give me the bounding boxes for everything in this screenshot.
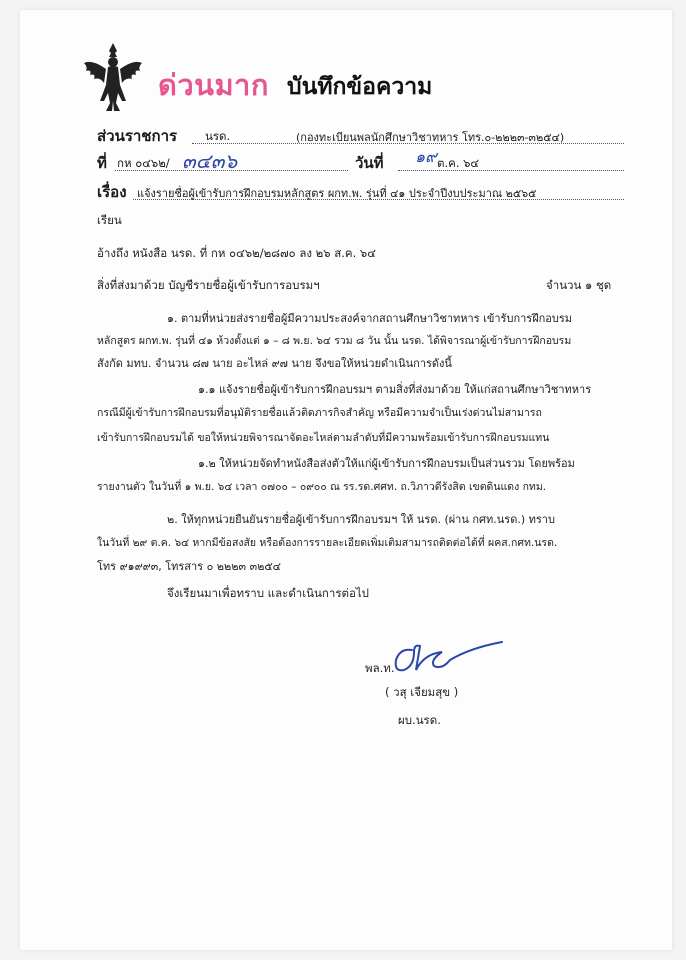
date-label: วันที่ (355, 154, 384, 172)
para1-line3: สังกัด มทบ. จำนวน ๘๗ นาย อะไหล่ ๙๗ นาย จึงขอให้หน่วยดำเนินการดังนี้ (97, 357, 452, 370)
para12-line1: ๑.๒ ให้หน่วยจัดทำหนังสือส่งตัวให้แก่ผู้เข้ารับการฝึกอบรมเป็นส่วนรวม โดยพร้อม (198, 457, 575, 470)
signature-rank: พล.ท. (365, 661, 395, 675)
garuda-emblem-icon (82, 41, 144, 113)
salutation: เรียน (97, 213, 122, 227)
ref-value: กห ๐๔๖๒/ (117, 156, 170, 170)
urgency-stamp: ด่วนมาก (158, 68, 269, 102)
signatory-position: ผบ.นรด. (398, 713, 441, 727)
ref-dotted-line (115, 170, 348, 171)
date-handwritten: ๑๙ (415, 147, 437, 166)
agency-detail: (กองทะเบียนพลนักศึกษาวิชาทหาร โทร.๐-๒๒๒๓-๓๒๕๔) (296, 131, 565, 144)
closing-line: จึงเรียนมาเพื่อทราบ และดำเนินการต่อไป (167, 586, 369, 600)
agency-value: นรด. (205, 129, 231, 143)
enclosure-line: สิ่งที่ส่งมาด้วย บัญชีรายชื่อผู้เข้ารับการอบรมฯ (97, 278, 320, 292)
date-value: ต.ค. ๖๔ (437, 156, 480, 170)
handwritten-signature-icon (390, 630, 505, 680)
para1-line2: หลักสูตร ผกท.พ. รุ่นที่ ๔๑ ห้วงตั้งแต่ ๑ – ๘ พ.ย. ๖๔ รวม ๘ วัน นั้น นรด. ได้พิจารณาผู้เข้ารับการฝึกอบรม (97, 335, 572, 347)
para11-line2: กรณีมีผู้เข้ารับการฝึกอบรมที่อนุมัติรายชื่อแล้วติดภารกิจสำคัญ หรือมีความจำเป็นเร่งด่วนไม่สามารถ (97, 407, 542, 419)
ref-label: ที่ (97, 154, 107, 172)
memo-title: บันทึกข้อความ (287, 74, 433, 100)
date-dotted-line (398, 170, 624, 171)
signatory-name: ( วสุ เจียมสุข ) (385, 685, 459, 699)
subject-label: เรื่อง (97, 183, 127, 201)
para2-line2: ในวันที่ ๒๙ ต.ค. ๖๔ หากมีข้อสงสัย หรือต้องการรายละเอียดเพิ่มเติมสามารถติดต่อได้ที่ ผคส.กศท.นรด. (97, 537, 558, 549)
para1-line1: ๑. ตามที่หน่วยส่งรายชื่อผู้มีความประสงค์จากสถานศึกษาวิชาทหาร เข้ารับการฝึกอบรม (167, 312, 573, 325)
enclosure-count: จำนวน ๑ ชุด (546, 278, 612, 292)
para11-line1: ๑.๑ แจ้งรายชื่อผู้เข้ารับการฝึกอบรมฯ ตามสิ่งที่ส่งมาด้วย ให้แก่สถานศึกษาวิชาทหาร (198, 383, 592, 396)
agency-dotted-line (192, 143, 624, 144)
agency-label: ส่วนราชการ (97, 127, 178, 145)
para12-line2: รายงานตัว ในวันที่ ๑ พ.ย. ๖๔ เวลา ๐๗๐๐ – ๐๙๐๐ ณ รร.รด.ศศท. ถ.วิภาวดีรังสิต เขตดินแดง กทม. (97, 481, 547, 493)
subject-value: แจ้งรายชื่อผู้เข้ารับการฝึกอบรมหลักสูตร ผกท.พ. รุ่นที่ ๔๑ ประจำปีงบประมาณ ๒๕๖๕ (137, 187, 537, 200)
reference-line: อ้างถึง หนังสือ นรด. ที่ กห ๐๔๖๒/๒๘๗๐ ลง ๒๖ ส.ค. ๖๔ (97, 246, 376, 260)
subject-dotted-line (133, 199, 624, 200)
ref-number-handwritten: ๓๔๓๖ (182, 149, 238, 173)
para11-line3: เข้ารับการฝึกอบรมได้ ขอให้หน่วยพิจารณาจัดอะไหล่ตามลำดับที่มีความพร้อมเข้ารับการฝึกอบรมแทน (97, 432, 550, 444)
para2-line1: ๒. ให้ทุกหน่วยยืนยันรายชื่อผู้เข้ารับการฝึกอบรมฯ ให้ นรด. (ผ่าน กศท.นรด.) ทราบ (167, 513, 555, 526)
para2-line3: โทร ๙๑๙๙๓, โทรสาร ๐ ๒๒๒๓ ๓๒๕๔ (97, 560, 281, 573)
